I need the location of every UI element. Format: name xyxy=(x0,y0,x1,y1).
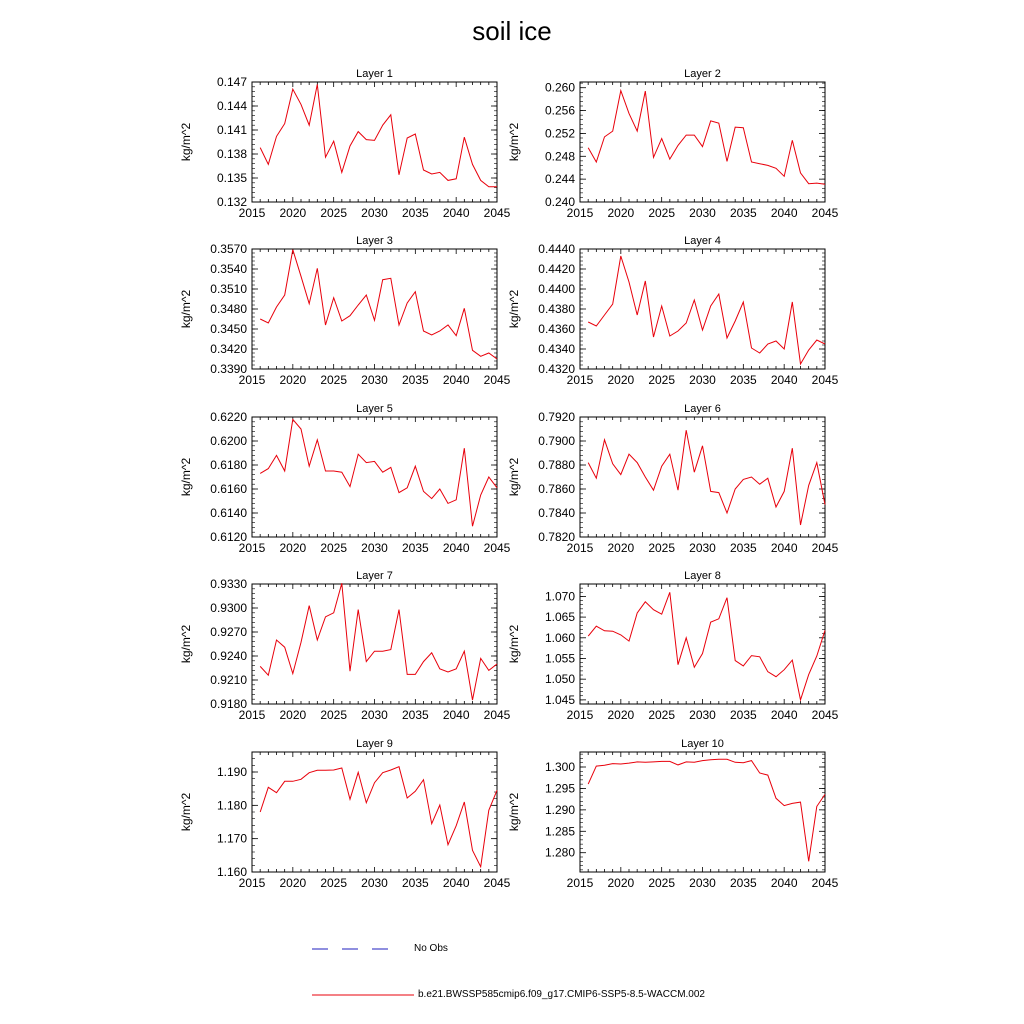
y-tick-label: 0.4320 xyxy=(538,362,575,376)
y-tick-label: 0.3390 xyxy=(210,362,247,376)
y-tick-label: 0.141 xyxy=(216,123,247,137)
x-tick-label: 2040 xyxy=(770,206,798,220)
y-tick-label: 0.4340 xyxy=(538,342,575,356)
legend-model-label: b.e21.BWSSP585cmip6.f09_g17.CMIP6-SSP5-8.5-WACCM.002 xyxy=(418,989,705,1000)
y-tick-label: 0.9300 xyxy=(210,601,247,615)
x-tick-label: 2045 xyxy=(811,541,839,555)
x-tick-label: 2040 xyxy=(770,373,798,387)
y-tick-label: 0.240 xyxy=(544,195,575,209)
x-tick-label: 2015 xyxy=(566,708,594,722)
y-tick-label: 1.065 xyxy=(544,610,575,625)
y-tick-label: 0.260 xyxy=(544,80,575,95)
x-tick-label: 2040 xyxy=(442,708,470,722)
y-tick-label: 0.4420 xyxy=(538,262,575,276)
y-tick-label: 0.9240 xyxy=(210,649,247,663)
plot-frame xyxy=(580,752,825,872)
x-tick-label: 2035 xyxy=(729,206,757,220)
y-tick-label: 0.6160 xyxy=(210,482,247,496)
x-tick-label: 2030 xyxy=(361,541,388,555)
x-tick-label: 2015 xyxy=(238,876,266,890)
x-tick-label: 2015 xyxy=(238,373,266,387)
x-tick-label: 2045 xyxy=(483,708,511,722)
y-tick-label: 1.045 xyxy=(544,692,575,707)
x-tick-label: 2040 xyxy=(442,876,470,890)
x-tick-label: 2025 xyxy=(648,876,676,890)
x-tick-label: 2045 xyxy=(811,876,839,890)
x-tick-label: 2030 xyxy=(361,876,388,890)
x-tick-label: 2035 xyxy=(729,876,757,890)
x-tick-label: 2020 xyxy=(607,876,635,890)
y-axis-label: kg/m^2 xyxy=(179,792,193,832)
y-tick-label: 0.9180 xyxy=(210,697,247,711)
panel-layer-7 xyxy=(179,570,511,722)
panel-layer-4 xyxy=(507,235,839,387)
series-line xyxy=(260,250,497,359)
y-tick-label: 0.6140 xyxy=(210,506,247,520)
y-axis-label: kg/m^2 xyxy=(179,289,193,329)
y-tick-label: 1.290 xyxy=(544,802,575,817)
x-tick-label: 2035 xyxy=(729,708,757,722)
y-tick-label: 0.6220 xyxy=(210,410,247,424)
panel-layer-5 xyxy=(179,403,511,555)
panel-layer-1 xyxy=(179,68,511,220)
series-line xyxy=(588,256,825,364)
x-tick-label: 2025 xyxy=(648,541,676,555)
y-tick-label: 0.147 xyxy=(216,75,247,89)
x-tick-label: 2030 xyxy=(689,876,716,890)
x-tick-label: 2035 xyxy=(401,373,429,387)
x-tick-label: 2040 xyxy=(770,541,798,555)
panel-title: Layer 5 xyxy=(356,403,393,415)
plot-frame xyxy=(580,417,825,537)
panel-title: Layer 6 xyxy=(684,403,721,415)
page-title: soil ice xyxy=(472,16,552,46)
y-tick-label: 1.170 xyxy=(216,831,247,846)
plot-frame xyxy=(252,249,497,369)
y-axis-label: kg/m^2 xyxy=(507,792,521,832)
x-tick-label: 2015 xyxy=(238,541,266,555)
y-tick-label: 0.3420 xyxy=(210,342,247,356)
panel-title: Layer 1 xyxy=(356,68,393,80)
y-tick-label: 1.060 xyxy=(544,630,575,645)
y-tick-label: 0.135 xyxy=(216,171,247,185)
legend-obs-label: No Obs xyxy=(414,943,448,954)
y-tick-label: 1.070 xyxy=(544,589,575,604)
panel-layer-8 xyxy=(507,570,839,722)
x-tick-label: 2025 xyxy=(648,373,676,387)
panel-title: Layer 3 xyxy=(356,235,393,247)
series-line xyxy=(588,430,825,525)
x-tick-label: 2035 xyxy=(401,876,429,890)
plot-frame xyxy=(580,249,825,369)
y-tick-label: 0.6120 xyxy=(210,530,247,544)
x-tick-label: 2040 xyxy=(442,541,470,555)
x-tick-label: 2040 xyxy=(770,708,798,722)
y-tick-label: 1.280 xyxy=(544,845,575,860)
y-axis-label: kg/m^2 xyxy=(507,624,521,664)
y-tick-label: 0.4360 xyxy=(538,322,575,336)
x-tick-label: 2035 xyxy=(401,206,429,220)
plot-frame xyxy=(580,584,825,704)
x-tick-label: 2020 xyxy=(607,541,635,555)
x-tick-label: 2045 xyxy=(811,708,839,722)
y-tick-label: 0.7860 xyxy=(538,482,575,496)
legend-model-line xyxy=(310,988,416,1002)
y-tick-label: 0.3480 xyxy=(210,302,247,316)
y-tick-label: 0.9270 xyxy=(210,625,247,639)
y-tick-label: 0.4380 xyxy=(538,302,575,316)
x-tick-label: 2020 xyxy=(607,373,635,387)
panel-title: Layer 7 xyxy=(356,570,393,582)
y-axis-label: kg/m^2 xyxy=(507,289,521,329)
x-tick-label: 2020 xyxy=(279,373,307,387)
x-tick-label: 2020 xyxy=(279,708,307,722)
plot-frame xyxy=(580,82,825,202)
x-tick-label: 2040 xyxy=(442,373,470,387)
x-tick-label: 2025 xyxy=(320,206,348,220)
x-tick-label: 2020 xyxy=(279,206,307,220)
y-tick-label: 1.050 xyxy=(544,672,575,687)
y-axis-label: kg/m^2 xyxy=(179,457,193,497)
panel-title: Layer 8 xyxy=(684,570,721,582)
x-tick-label: 2030 xyxy=(689,373,716,387)
x-tick-label: 2025 xyxy=(320,541,348,555)
y-tick-label: 1.295 xyxy=(544,781,575,796)
y-tick-label: 1.285 xyxy=(544,824,575,839)
x-tick-label: 2040 xyxy=(770,876,798,890)
series-line xyxy=(588,91,825,185)
y-tick-label: 0.3510 xyxy=(210,282,247,296)
y-tick-label: 0.252 xyxy=(544,126,575,141)
x-tick-label: 2015 xyxy=(566,373,594,387)
panel-title: Layer 10 xyxy=(681,738,724,750)
x-tick-label: 2020 xyxy=(279,876,307,890)
y-tick-label: 1.300 xyxy=(544,760,575,774)
panel-layer-2 xyxy=(507,68,839,220)
x-tick-label: 2045 xyxy=(811,206,839,220)
y-tick-label: 0.132 xyxy=(216,195,247,209)
y-tick-label: 0.138 xyxy=(216,147,247,161)
series-line xyxy=(260,767,497,867)
plot-frame xyxy=(252,584,497,704)
y-tick-label: 0.7920 xyxy=(538,410,575,424)
x-tick-label: 2015 xyxy=(238,206,266,220)
x-tick-label: 2020 xyxy=(607,708,635,722)
x-tick-label: 2045 xyxy=(483,876,511,890)
y-tick-label: 0.6200 xyxy=(210,434,247,448)
x-tick-label: 2045 xyxy=(483,541,511,555)
x-tick-label: 2035 xyxy=(401,541,429,555)
x-tick-label: 2030 xyxy=(689,708,716,722)
x-tick-label: 2035 xyxy=(401,708,429,722)
y-tick-label: 1.180 xyxy=(216,798,247,813)
y-tick-label: 0.7840 xyxy=(538,506,575,520)
x-tick-label: 2015 xyxy=(566,206,594,220)
y-tick-label: 0.9330 xyxy=(210,577,247,591)
y-tick-label: 0.6180 xyxy=(210,458,247,472)
panel-layer-3 xyxy=(179,235,511,387)
panel-title: Layer 9 xyxy=(356,738,393,750)
x-tick-label: 2040 xyxy=(442,206,470,220)
x-tick-label: 2015 xyxy=(566,876,594,890)
x-tick-label: 2025 xyxy=(320,373,348,387)
series-line xyxy=(260,84,497,186)
panel-layer-9 xyxy=(179,738,511,890)
y-tick-label: 1.160 xyxy=(216,865,247,879)
y-tick-label: 0.4400 xyxy=(538,282,575,296)
y-tick-label: 0.244 xyxy=(544,172,575,187)
panel-title: Layer 4 xyxy=(684,235,721,247)
x-tick-label: 2020 xyxy=(279,541,307,555)
panel-title: Layer 2 xyxy=(684,68,721,80)
series-line xyxy=(588,592,825,700)
x-tick-label: 2030 xyxy=(361,206,388,220)
legend-obs-line xyxy=(310,942,410,956)
x-tick-label: 2015 xyxy=(566,541,594,555)
y-axis-label: kg/m^2 xyxy=(179,624,193,664)
series-line xyxy=(588,759,825,861)
y-tick-label: 0.7820 xyxy=(538,530,575,544)
x-tick-label: 2030 xyxy=(689,206,716,220)
y-tick-label: 0.248 xyxy=(544,149,575,164)
x-tick-label: 2030 xyxy=(689,541,716,555)
y-tick-label: 0.3540 xyxy=(210,262,247,276)
x-tick-label: 2025 xyxy=(320,708,348,722)
x-tick-label: 2045 xyxy=(483,373,511,387)
plot-frame xyxy=(252,752,497,872)
x-tick-label: 2030 xyxy=(361,708,388,722)
y-tick-label: 1.190 xyxy=(216,765,247,779)
y-tick-label: 0.3450 xyxy=(210,322,247,336)
x-tick-label: 2030 xyxy=(361,373,388,387)
x-tick-label: 2015 xyxy=(238,708,266,722)
series-line xyxy=(260,583,497,700)
y-tick-label: 0.256 xyxy=(544,103,575,118)
y-axis-label: kg/m^2 xyxy=(507,457,521,497)
x-tick-label: 2035 xyxy=(729,541,757,555)
x-tick-label: 2020 xyxy=(607,206,635,220)
panel-layer-6 xyxy=(507,403,839,555)
y-tick-label: 0.4440 xyxy=(538,242,575,256)
y-axis-label: kg/m^2 xyxy=(179,122,193,162)
y-tick-label: 0.7900 xyxy=(538,434,575,448)
y-tick-label: 0.144 xyxy=(216,99,247,113)
plot-frame xyxy=(252,82,497,202)
series-line xyxy=(260,419,497,526)
x-tick-label: 2035 xyxy=(729,373,757,387)
x-tick-label: 2025 xyxy=(648,708,676,722)
y-tick-label: 0.9210 xyxy=(210,673,247,687)
panel-layer-10 xyxy=(507,738,839,890)
y-tick-label: 1.055 xyxy=(544,651,575,666)
x-tick-label: 2025 xyxy=(320,876,348,890)
x-tick-label: 2025 xyxy=(648,206,676,220)
y-axis-label: kg/m^2 xyxy=(507,122,521,162)
y-tick-label: 0.7880 xyxy=(538,458,575,472)
x-tick-label: 2045 xyxy=(483,206,511,220)
x-tick-label: 2045 xyxy=(811,373,839,387)
y-tick-label: 0.3570 xyxy=(210,242,247,256)
